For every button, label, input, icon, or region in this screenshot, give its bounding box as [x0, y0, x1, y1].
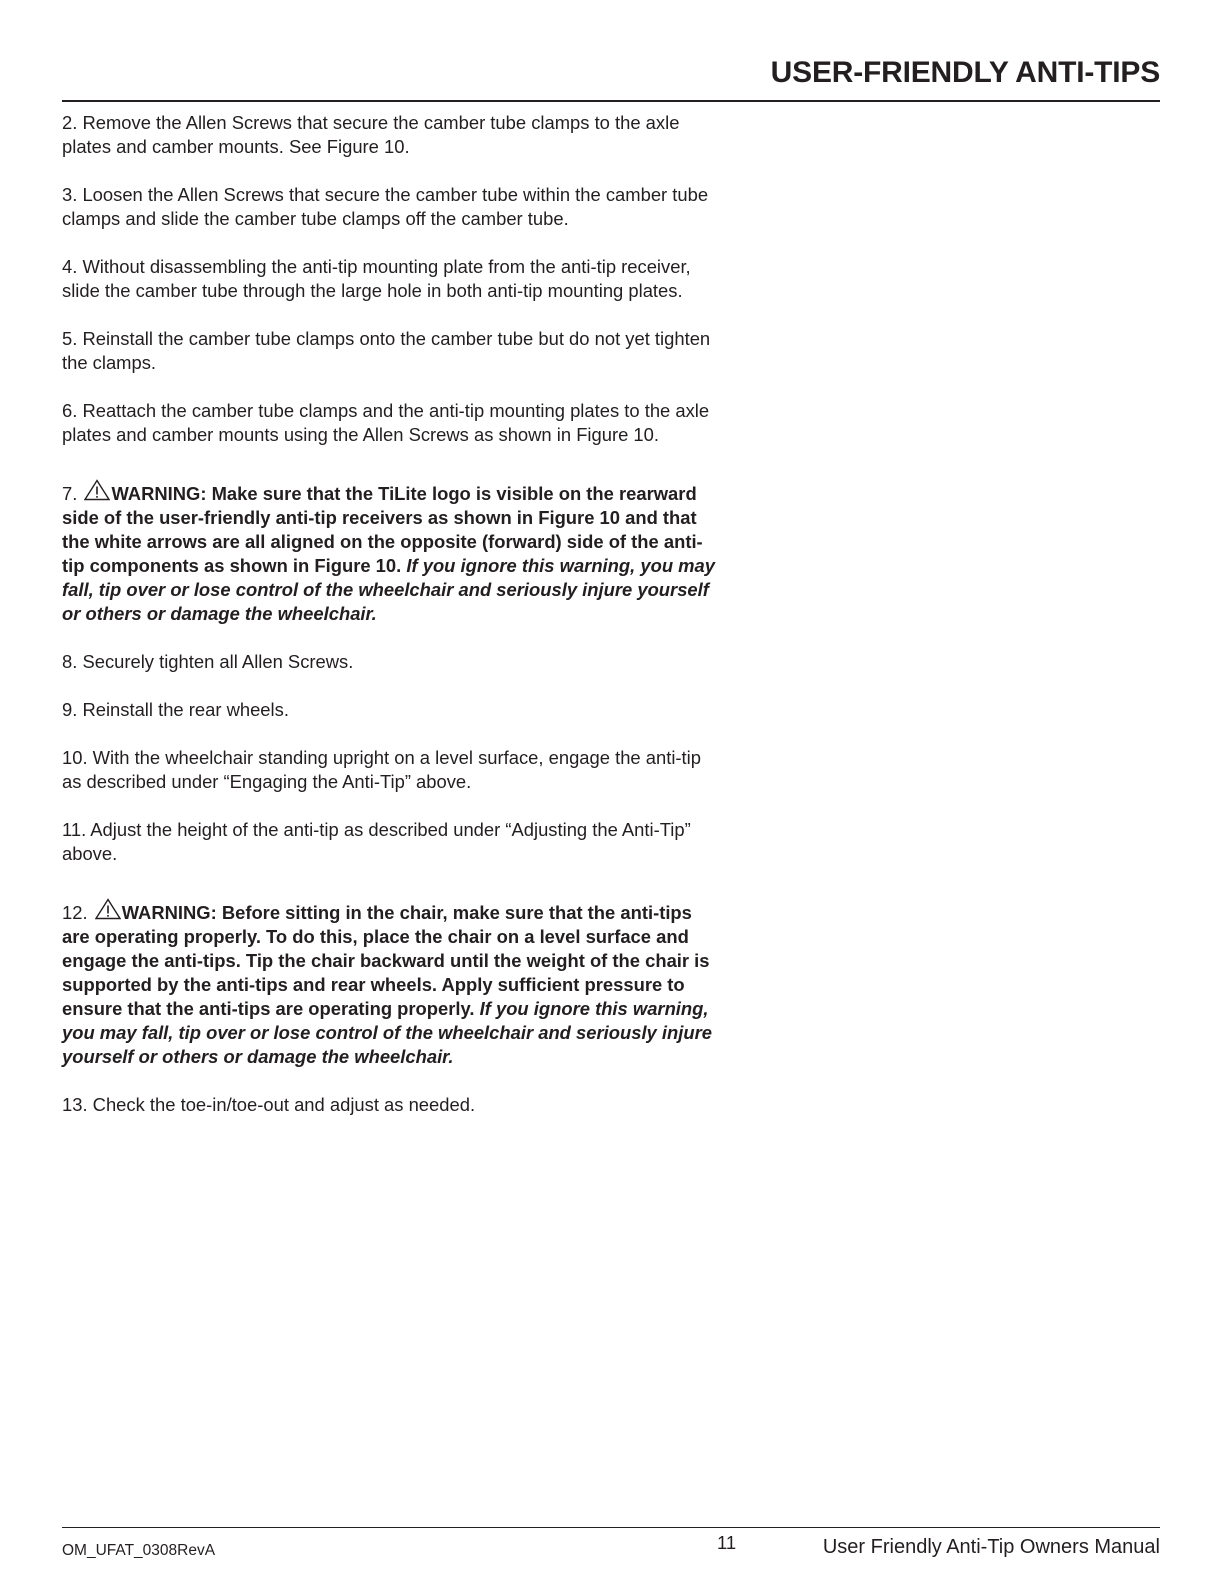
warning-triangle-icon — [84, 479, 110, 501]
step-8: 8. Securely tighten all Allen Screws. — [62, 651, 354, 672]
step-4: 4. Without disassembling the anti-tip mounting plate from the anti-tip receiver, slide the camber tube through the large hole in both anti-tip mounting plates. — [62, 256, 691, 301]
document-code: OM_UFAT_0308RevA — [62, 1542, 216, 1559]
step-3: 3. Loosen the Allen Screws that secure the camber tube within the camber tube clamps and slide the camber tube clamps off the camber tube. — [62, 184, 709, 229]
step-5: 5. Reinstall the camber tube clamps onto the camber tube but do not yet tighten the clamps. — [62, 328, 711, 373]
warning-text: WARNING: Before sitting in the chair, make sure that the anti-tips are operating properly. To do this, place the chair on a level surface and engage the anti-tips. Tip the chair backward until the weight of the chair is supported by the anti-tips and rear wheels. Apply sufficient pressure to ensure that the anti-tips are operating properly. — [62, 902, 710, 1019]
step-2: 2. Remove the Allen Screws that secure the camber tube clamps to the axle plates and camber mounts. See Figure 10. — [62, 112, 680, 157]
warning-triangle-icon — [95, 898, 121, 920]
step-10: 10. With the wheelchair standing upright on a level surface, engage the anti-tip as described under “Engaging the Anti-Tip” above. — [62, 747, 701, 792]
warning-text: WARNING: Make sure that the TiLite logo is visible on the rearward side of the user-friendly anti-tip receivers as shown in Figure 10 and that the white arrows are all aligned on the opposite (forward) side of the anti-tip components as shown in Figure 10. — [62, 483, 703, 576]
manual-title: User Friendly Anti-Tip Owners Manual — [822, 1536, 1160, 1558]
page-header — [62, 52, 1160, 102]
step-number: 12. — [62, 902, 88, 923]
instructions-body — [62, 111, 722, 1141]
step-6: 6. Reattach the camber tube clamps and the anti-tip mounting plates to the axle plates and camber mounts using the Allen Screws as shown in Figure 10. — [62, 400, 710, 445]
step-7-warning — [62, 479, 722, 626]
page-number: 11 — [717, 1532, 737, 1553]
warning-consequence: If you ignore this warning, you may fall, tip over or lose control of the wheelchair and seriously injure yourself or others or damage the wheelchair. — [62, 555, 715, 624]
warning-consequence: If you ignore this warning, you may fall, tip over or lose control of the wheelchair and seriously injure yourself or others or damage the wheelchair. — [62, 998, 712, 1067]
step-number: 7. — [62, 483, 78, 504]
step-13: 13. Check the toe-in/toe-out and adjust as needed. — [62, 1094, 476, 1115]
step-12-warning — [62, 898, 722, 1069]
page-footer — [62, 1527, 1160, 1568]
page-title: USER-FRIENDLY ANTI-TIPS — [770, 56, 1160, 89]
step-11: 11. Adjust the height of the anti-tip as described under “Adjusting the Anti-Tip” above. — [62, 819, 691, 864]
step-9: 9. Reinstall the rear wheels. — [62, 699, 289, 720]
